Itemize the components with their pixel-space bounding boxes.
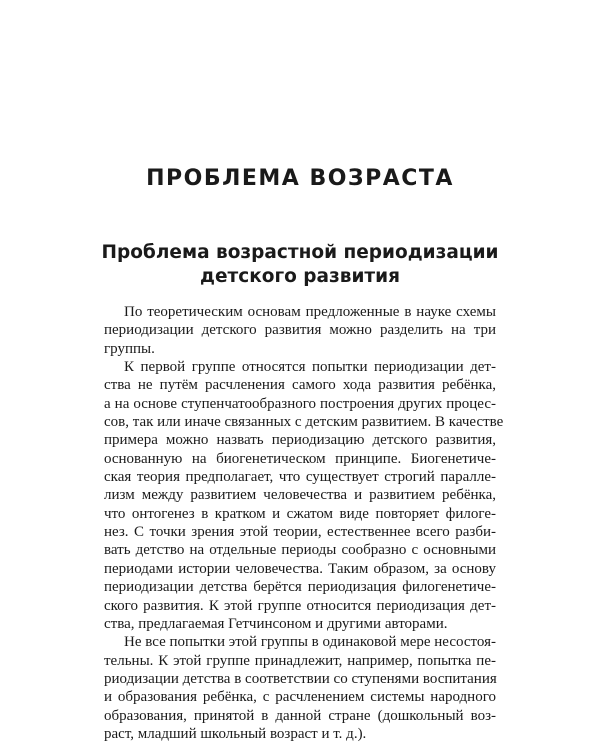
text-line: и образования ребёнка, с расчленением системы народного xyxy=(104,689,496,706)
text-line: основанную на биогенетическом принципе. Биогенетиче- xyxy=(104,450,496,467)
text-line: Не все попытки этой группы в одинаковой мере несостоя- xyxy=(124,634,496,651)
text-line: К первой группе относятся попытки периодизации дет- xyxy=(124,359,496,376)
text-line: периодизации детского развития можно разделить на три xyxy=(104,322,496,339)
text-line: ства не путём расчленения самого хода развития ребёнка, xyxy=(104,377,496,394)
section-title-line: детского развития xyxy=(200,266,400,287)
text-line: примера можно назвать периодизацию детского развития, xyxy=(104,432,496,449)
section-title-line: Проблема возрастной периодизации xyxy=(101,242,499,263)
text-line: образования, принятой в данной стране (дошкольный воз- xyxy=(104,707,496,724)
text-line: вать детство на отдельные периоды сообразно с основными xyxy=(104,542,496,559)
section-title xyxy=(0,241,600,289)
chapter-title: ПРОБЛЕМА ВОЗРАСТА xyxy=(146,166,454,191)
text-line: раст, младший школьный возраст и т. д.). xyxy=(104,725,367,742)
text-line: риодизации детства в соответствии со ступенями воспитания xyxy=(104,670,497,687)
body-text xyxy=(104,303,504,743)
text-line: ская теория предполагает, что существует строгий паралле- xyxy=(104,469,496,486)
text-line: По теоретическим основам предложенные в науке схемы xyxy=(124,304,496,320)
text-line: тельны. К этой группе принадлежит, например, попытка пе- xyxy=(104,652,496,669)
text-line: а на основе ступенчатообразного построения других процес- xyxy=(104,395,496,412)
text-line: периодизации детства берётся периодизация филогенетиче- xyxy=(104,579,496,596)
text-line: что онтогенез в кратком и сжатом виде повторяет филоге- xyxy=(104,505,496,522)
text-line: периодами истории человечества. Таким образом, за основу xyxy=(104,560,496,577)
text-line: ского развития. К этой группе относится периодизация дет- xyxy=(104,597,496,614)
text-line: ства, предлагаемая Гетчинсоном и другими авторами. xyxy=(104,615,448,632)
text-line: группы. xyxy=(104,340,155,357)
text-line: лизм между развитием человечества и развитием ребёнка, xyxy=(104,487,496,504)
text-line: сов, так или иначе связанных с детским развитием. В качестве xyxy=(104,414,504,431)
text-line: нез. С точки зрения этой теории, естественнее всего разби- xyxy=(104,524,496,541)
